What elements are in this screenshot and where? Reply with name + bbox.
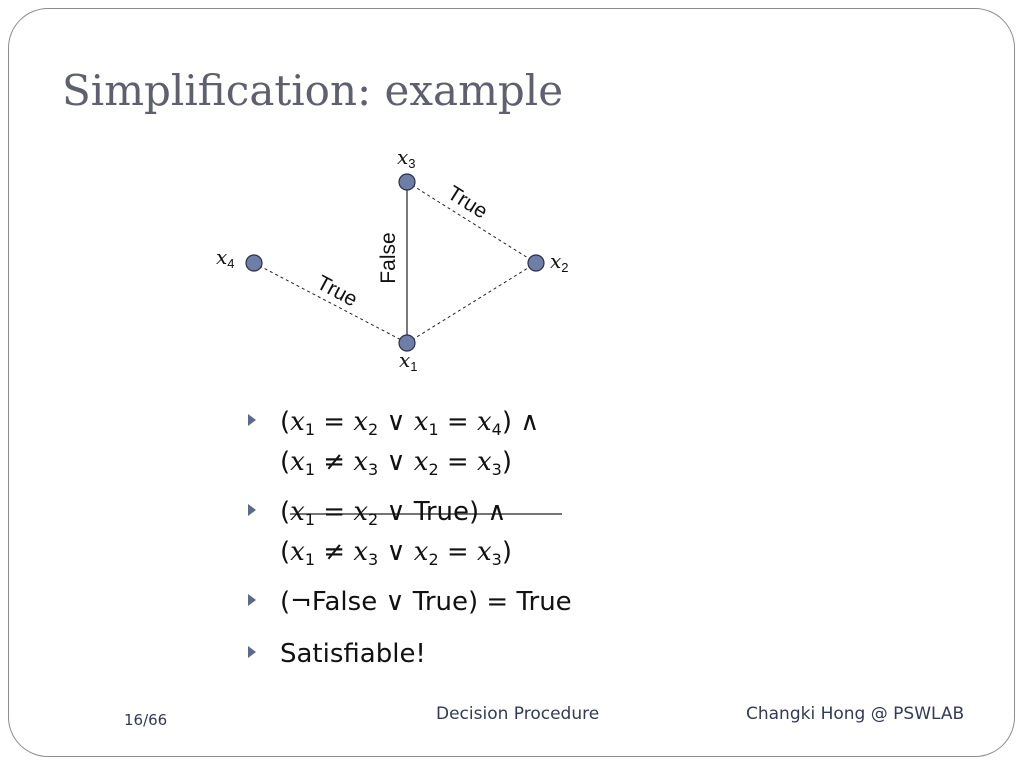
slide-title: Simplification: example [62,66,564,115]
node-x2 [528,255,544,271]
bullet-2-line-2: ($x_1 \ne x_3$ ∨ $x_2 = x_3$) [280,537,512,569]
bullet-1-line-1: ($x_1 = x_2$ ∨ $x_1 = x_4$) ∧ [280,407,540,439]
bullet-3-text: (¬False ∨ True) = True [280,587,572,617]
node-label-x1: $x_1$ [399,348,418,374]
node-x4 [246,255,262,271]
edge-label-x3-x1: False [377,232,400,284]
node-label-x3: $x_3$ [397,145,416,171]
bullet-4-text: Satisfiable! [280,639,426,669]
bullet-marker-icon [248,646,256,658]
bullet-marker-icon [248,414,256,426]
node-label-x2: $x_2$ [550,249,569,275]
footer-title: Decision Procedure [436,704,600,724]
edge-label-x4-x1: True [312,271,362,312]
bullet-2-line-1: ($x_1 = x_2$ ∨ True) ∧ [280,497,507,529]
page-number: 16/66 [124,711,168,729]
node-label-x4: $x_4$ [216,245,235,271]
node-x3 [399,174,415,190]
bullet-1-line-2: ($x_1 \ne x_3$ ∨ $x_2 = x_3$) [280,447,512,479]
bullet-marker-icon [248,504,256,516]
footer-author: Changki Hong @ PSWLAB [746,704,965,724]
edge-label-x3-x2: True [443,181,492,224]
bullet-marker-icon [248,594,256,606]
edge-x1-x2 [407,263,536,343]
